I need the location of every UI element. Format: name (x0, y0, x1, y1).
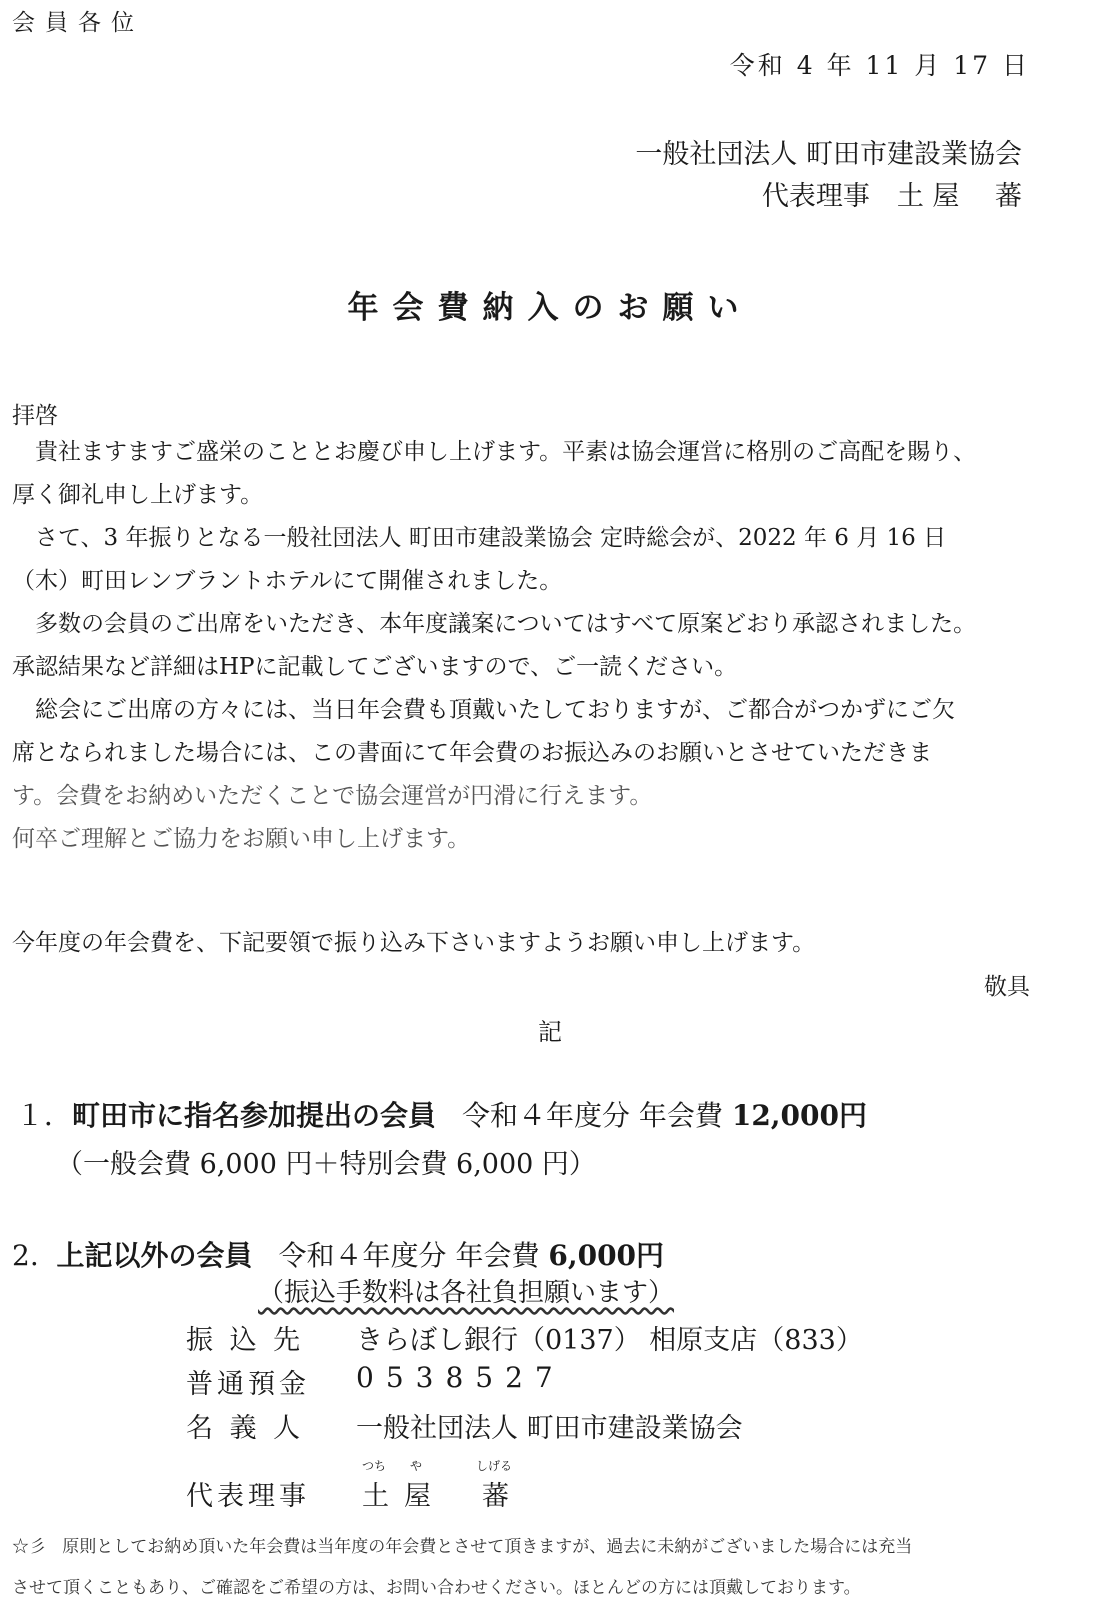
addressee: 会員各位 (12, 10, 144, 36)
representative-label: 代表理事 (186, 1481, 310, 1512)
body-line: 席となられました場合には、この書面にて年会費のお振込みのお願いとさせていただきま (12, 740, 932, 766)
payment-request: 今年度の年会費を、下記要領で振り込み下さいますようお願い申し上げます。 (12, 930, 816, 956)
sender-organization: 一般社団法人 町田市建設業協会 (635, 139, 1022, 170)
body-line: 厚く御礼申し上げます。 (12, 482, 264, 508)
sender-representative: 代表理事 土 屋 蕃 (761, 181, 1022, 212)
item-number: 2. (12, 1239, 39, 1272)
letter-date: 令和 4 年 11 月 17 日 (729, 51, 1030, 80)
fee-amount: 6,000円 (548, 1239, 665, 1272)
ruby-shigeru: しげる (476, 1459, 513, 1473)
payee-label: 振 込 先 (186, 1325, 305, 1356)
account-holder-value: 一般社団法人 町田市建設業協会 (356, 1413, 743, 1444)
account-type-label: 普通預金 (186, 1369, 310, 1400)
fee-breakdown: （一般会費 6,000 円＋特別会費 6,000 円） (56, 1149, 596, 1180)
item-number: １． (16, 1099, 73, 1132)
ruby-tsuchi: つち (362, 1459, 387, 1473)
representative-surname-1: 土 (362, 1481, 389, 1512)
member-type: 町田市に指名参加提出の会員 (72, 1099, 437, 1132)
body-line: 何卒ご理解とご協力をお願い申し上げます。 (12, 826, 471, 852)
ki-heading: 記 (538, 1018, 562, 1046)
footnote-text: 原則としてお納め頂いた年会費は当年度の年会費とさせて頂きますが、過去に未納がございました場合には充当 (62, 1537, 913, 1557)
account-holder-label: 名 義 人 (186, 1413, 305, 1444)
document-title: 年会費納入のお願い (347, 290, 753, 326)
closing-phrase: 敬具 (984, 974, 1030, 1000)
fee-period: 令和４年度分 年会費 (462, 1099, 723, 1132)
ruby-ya: や (410, 1459, 423, 1473)
salutation: 拝啓 (12, 403, 58, 429)
body-line: さて、3 年振りとなる一般社団法人 町田市建設業協会 定時総会が、2022 年 6 月 16 日 (12, 525, 947, 551)
footnote-line-2: させて頂くこともあり、ご確認をご希望の方は、お問い合わせください。ほとんどの方には頂戴しております。 (12, 1578, 861, 1598)
payee-value: きらぼし銀行（0137） 相原支店（833） (356, 1325, 863, 1356)
body-line: す。会費をお納めいただくことで協会運営が円滑に行えます。 (12, 783, 653, 809)
body-line: 多数の会員のご出席をいただき、本年度議案についてはすべて原案どおり承認されました。 (12, 611, 977, 637)
member-type: 上記以外の会員 (56, 1239, 253, 1272)
footnote-line-1 (12, 1532, 912, 1557)
fee-item-2 (12, 1234, 664, 1274)
transfer-fee-note: （振込手数料は各社負担願います） (258, 1278, 675, 1308)
body-line: 承認結果など詳細はHPに記載してございますので、ご一読ください。 (12, 654, 738, 680)
account-number: 0538527 (356, 1361, 565, 1394)
footnote-marker: ☆彡 (12, 1537, 46, 1557)
body-line: （木）町田レンブラントホテルにて開催されました。 (12, 568, 563, 594)
body-line: 総会にご出席の方々には、当日年会費も頂戴いたしておりますが、ご都合がつかずにご欠 (12, 697, 955, 723)
representative-given-name: 蕃 (482, 1481, 509, 1512)
fee-item-1 (16, 1094, 867, 1134)
representative-surname-2: 屋 (404, 1481, 431, 1512)
fee-period: 令和４年度分 年会費 (278, 1239, 540, 1272)
fee-amount: 12,000円 (731, 1099, 868, 1132)
body-line: 貴社ますますご盛栄のこととお慶び申し上げます。平素は協会運営に格別のご高配を賜り、 (12, 439, 977, 465)
